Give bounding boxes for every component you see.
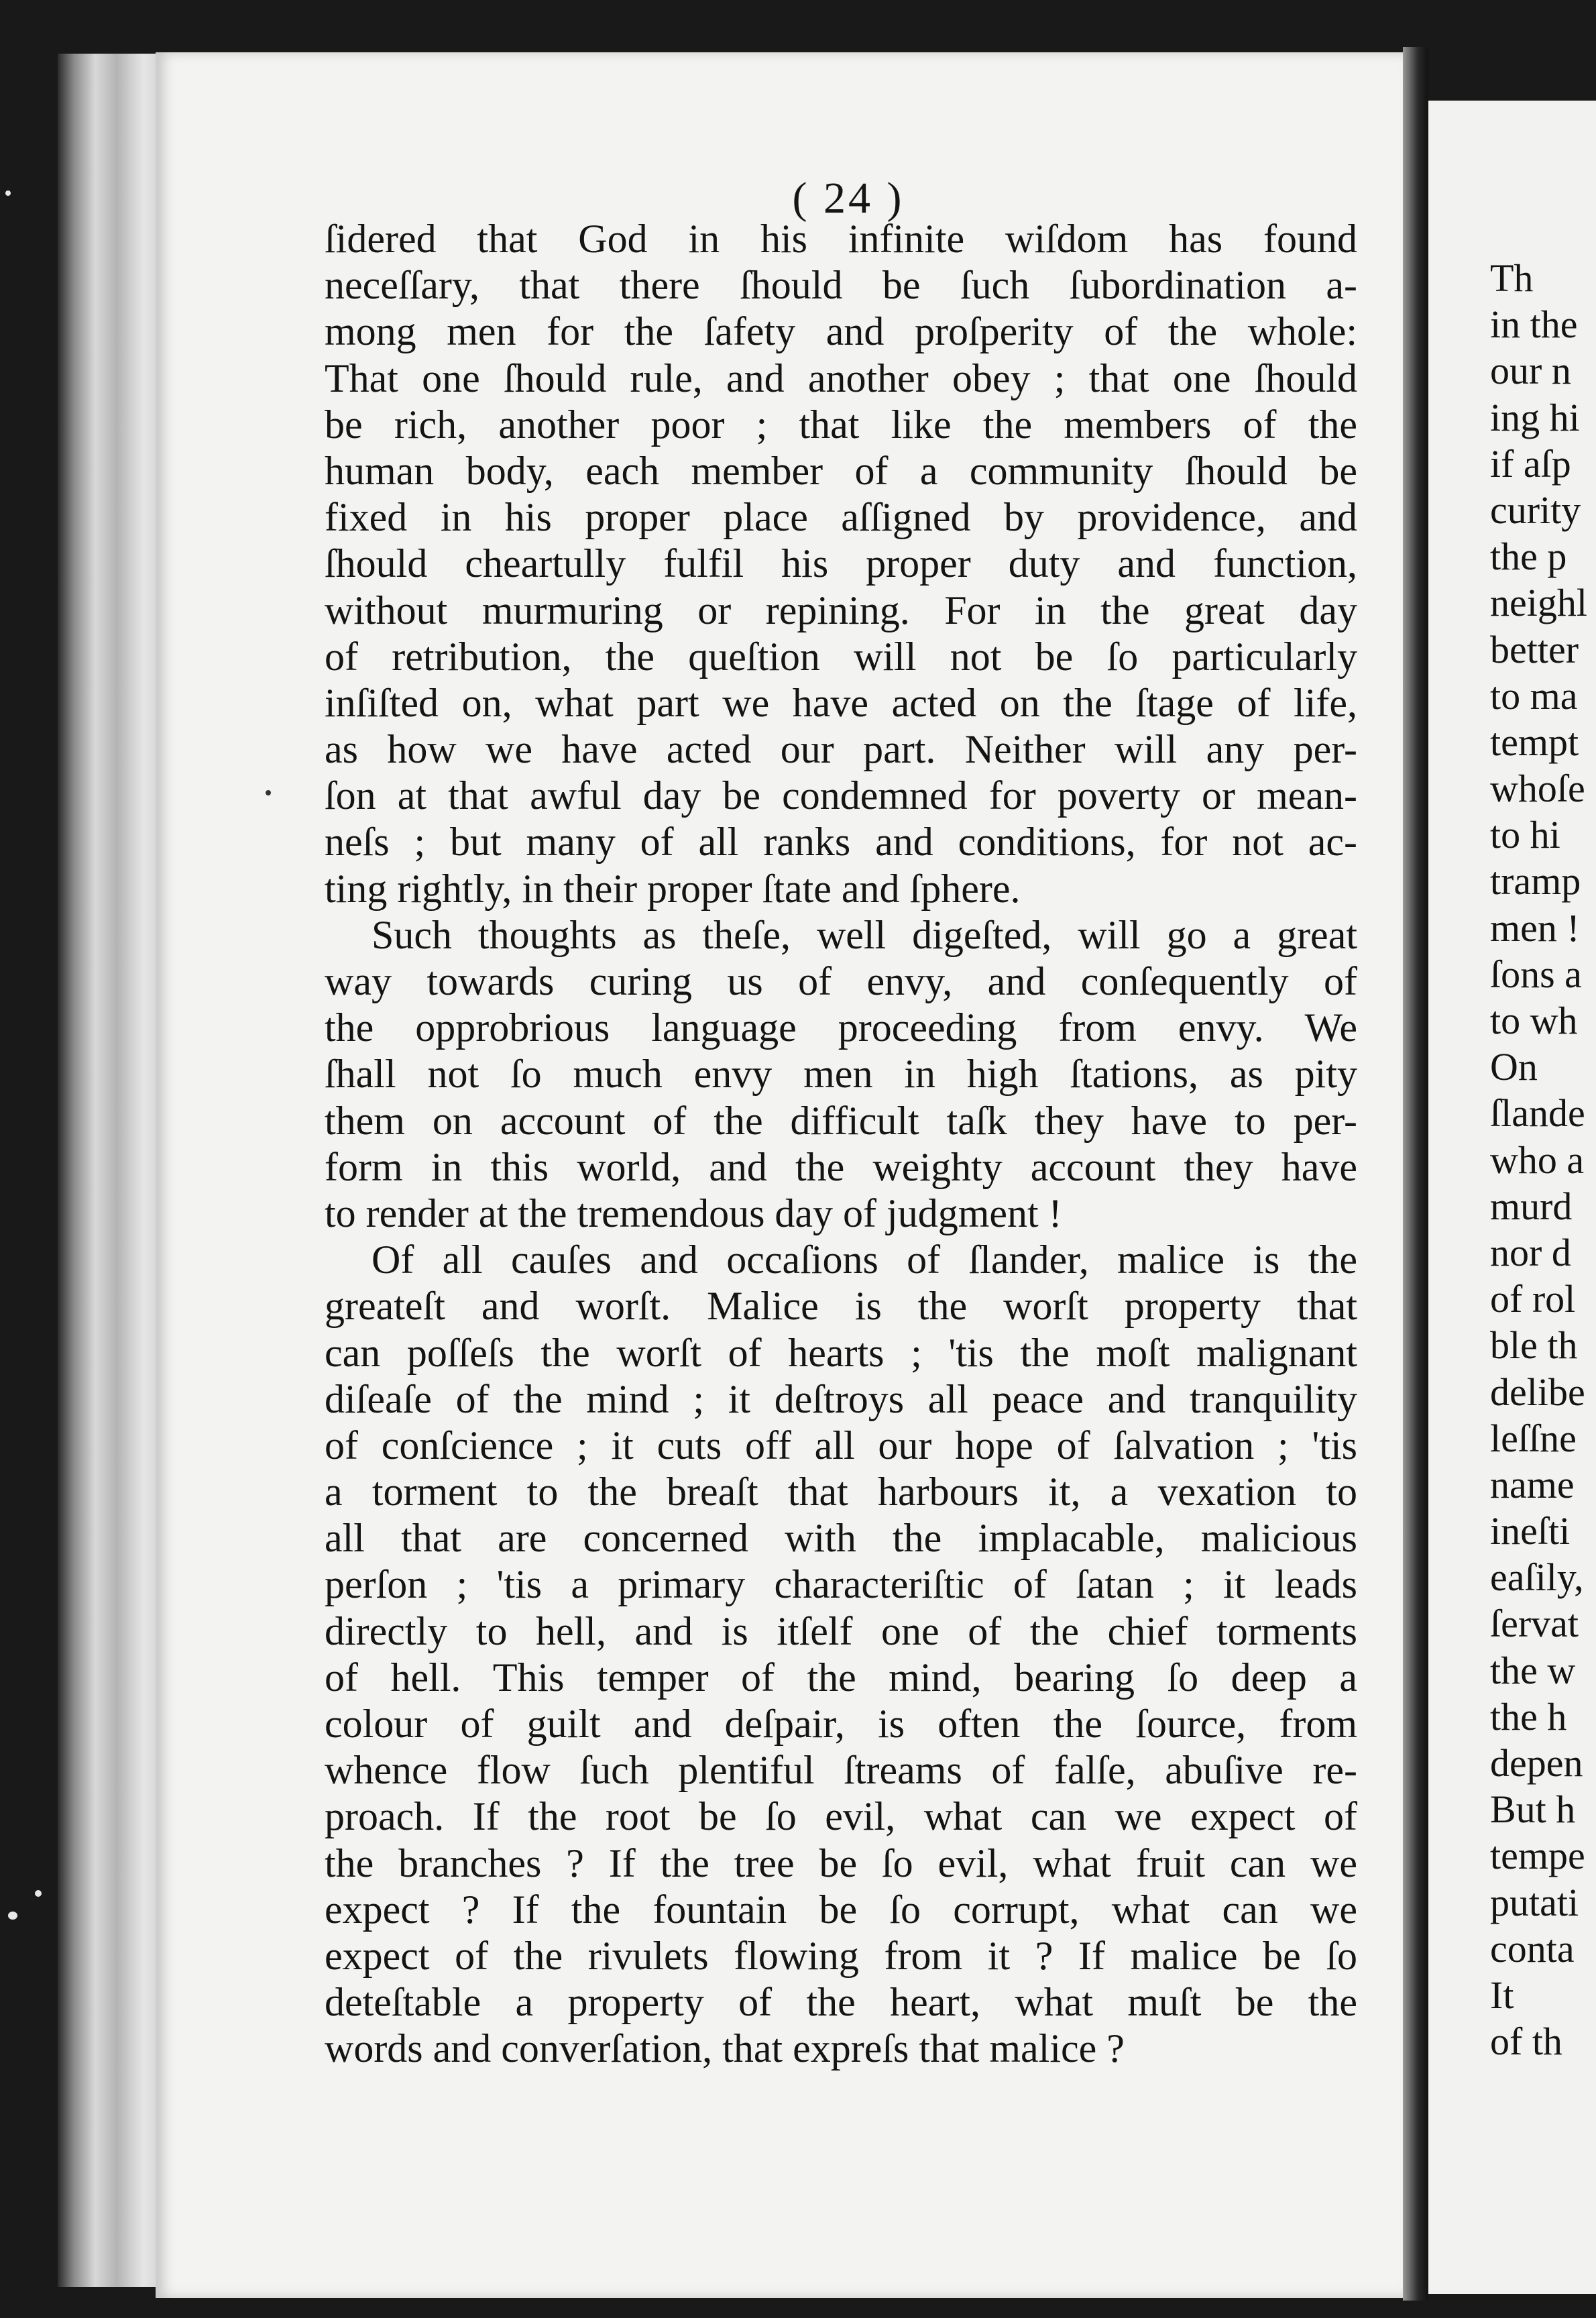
text-line-fragment: tempe [1490, 1834, 1585, 1878]
text-line-fragment: nor d [1490, 1230, 1571, 1274]
text-line: can poſſeſs the worſt of hearts ; 'tis the moſt malignant [325, 1330, 1357, 1375]
text-line: ting rightly, in their proper ſtate and ſphere. [325, 866, 1021, 911]
text-line-fragment: the w [1490, 1648, 1576, 1692]
text-line: deteſtable a property of the heart, what muſt be the [325, 1980, 1357, 2025]
text-line: human body, each member of a community ſhould be [325, 448, 1357, 493]
text-line-fragment: It [1490, 1973, 1514, 2017]
text-line: ſidered that God in his infinite wiſdom has found [325, 217, 1357, 261]
text-line: them on account of the difficult taſk they have to per- [325, 1098, 1357, 1143]
text-line-fragment: the h [1490, 1694, 1567, 1738]
text-line: be rich, another poor ; that like the members of the [325, 402, 1357, 447]
scan-speck [5, 190, 11, 196]
text-line: fixed in his proper place aſſigned by providence, and [325, 495, 1357, 540]
text-line: perſon ; 'tis a primary characteriſtic of ſatan ; it leads [325, 1562, 1357, 1607]
paragraph-start: Such thoughts as theſe, well digeſted, will go a great [372, 912, 1357, 957]
text-line-fragment: of th [1490, 2020, 1562, 2064]
text-line: expect ? If the fountain be ſo corrupt, what can we [325, 1887, 1357, 1932]
text-line-fragment: delibe [1490, 1370, 1585, 1414]
text-line-fragment: ſervat [1490, 1602, 1579, 1646]
text-line: of retribution, the queſtion will not be ſo particularly [325, 634, 1357, 679]
text-line-fragment: ing hi [1490, 395, 1580, 439]
text-line-fragment: leſſne [1490, 1416, 1577, 1460]
text-line-fragment: ſlande [1490, 1091, 1585, 1136]
text-line-fragment: of rol [1490, 1277, 1576, 1321]
text-line: directly to hell, and is itſelf one of the chief torments [325, 1608, 1357, 1653]
text-line-fragment: if aſp [1490, 441, 1571, 486]
text-line: diſeaſe of the mind ; it deſtroys all peace and tranquility [325, 1376, 1357, 1421]
text-line-fragment: On [1490, 1045, 1538, 1089]
text-line: inſiſted on, what part we have acted on the ſtage of life, [325, 680, 1357, 725]
text-line: way towards curing us of envy, and conſequently of [325, 959, 1357, 1003]
text-line-fragment: to hi [1490, 813, 1560, 857]
text-line-fragment: conta [1490, 1926, 1575, 1971]
text-line: the branches ? If the tree be ſo evil, what fruit can we [325, 1840, 1357, 1885]
page-number: ( 24 ) [792, 174, 905, 223]
text-line: mong men for the ſafety and proſperity of the whole: [325, 309, 1357, 354]
text-line-fragment: Th [1490, 256, 1534, 300]
text-line: whence flow ſuch plentiful ſtreams of falſe, abuſive re- [325, 1748, 1357, 1793]
text-line-fragment: But h [1490, 1787, 1576, 1832]
text-line: ſon at that awful day be condemned for poverty or mean- [325, 773, 1357, 818]
text-line: proach. If the root be ſo evil, what can we expect of [325, 1794, 1357, 1839]
text-line-fragment: who a [1490, 1138, 1585, 1182]
text-line-fragment: tempt [1490, 720, 1579, 764]
text-line: That one ſhould rule, and another obey ; that one ſhould [325, 355, 1357, 400]
scan-speck [266, 790, 271, 795]
text-line-fragment: eaſily, [1490, 1555, 1584, 1600]
text-line: colour of guilt and deſpair, is often the ſource, from [325, 1702, 1357, 1746]
text-line: neſs ; but many of all ranks and conditions, for not ac- [325, 820, 1357, 865]
text-line: ſhall not ſo much envy men in high ſtations, as pity [325, 1052, 1357, 1097]
page-gutter [1403, 47, 1428, 2301]
text-line: ſhould cheartully fulfil his proper duty and function, [325, 541, 1357, 586]
text-line-fragment: ble th [1490, 1323, 1578, 1368]
text-line: as how we have acted our part. Neither will any per- [325, 727, 1357, 772]
text-line: the opprobrious language proceeding from envy. We [325, 1005, 1357, 1050]
text-line-fragment: neighl [1490, 581, 1587, 625]
text-line-fragment: our n [1490, 349, 1571, 393]
text-line: neceſſary, that there ſhould be ſuch ſubordination a- [325, 263, 1357, 308]
right-page-text [1490, 255, 1596, 2064]
text-line-fragment: murd [1490, 1184, 1573, 1228]
text-line: without murmuring or repining. For in the great day [325, 588, 1357, 632]
scan-speck [8, 1912, 17, 1920]
text-line: of conſcience ; it cuts off all our hope of ſalvation ; 'tis [325, 1423, 1357, 1468]
text-line-fragment: to ma [1490, 673, 1578, 718]
text-line-fragment: in the [1490, 302, 1578, 347]
paragraph-start: Of all cauſes and occaſions of ſlander, malice is the [372, 1237, 1357, 1282]
text-line-fragment: men ! [1490, 905, 1580, 950]
text-line-fragment: putati [1490, 1880, 1579, 1924]
text-line-fragment: depen [1490, 1741, 1583, 1785]
text-line-fragment: to wh [1490, 999, 1578, 1042]
text-line-fragment: curity [1490, 488, 1581, 532]
text-line-fragment: better [1490, 627, 1579, 671]
text-line-fragment: ineſti [1490, 1509, 1571, 1553]
text-line-fragment: ſons a [1490, 952, 1582, 996]
text-line: all that are concerned with the implacable, malicious [325, 1516, 1357, 1561]
text-line: expect of the rivulets flowing from it ? If malice be ſo [325, 1933, 1357, 1978]
text-line: form in this world, and the weighty account they have [325, 1144, 1357, 1189]
text-line-fragment: tramp [1490, 859, 1581, 903]
scan-speck [35, 1890, 42, 1897]
book-edge [58, 54, 165, 2287]
text-line: greateſt and worſt. Malice is the worſt property that [325, 1284, 1357, 1329]
text-line-fragment: whoſe [1490, 767, 1585, 811]
text-line: a torment to the breaſt that harbours it, a vexation to [325, 1470, 1357, 1514]
left-page-text [325, 216, 1357, 2073]
text-line-fragment: name [1490, 1462, 1575, 1506]
text-line: to render at the tremendous day of judgment ! [325, 1191, 1062, 1235]
text-line: of hell. This temper of the mind, bearing ſo deep a [325, 1655, 1357, 1700]
text-line-fragment: the p [1490, 535, 1567, 579]
text-line: words and converſation, that expreſs that malice ? [325, 2026, 1125, 2071]
